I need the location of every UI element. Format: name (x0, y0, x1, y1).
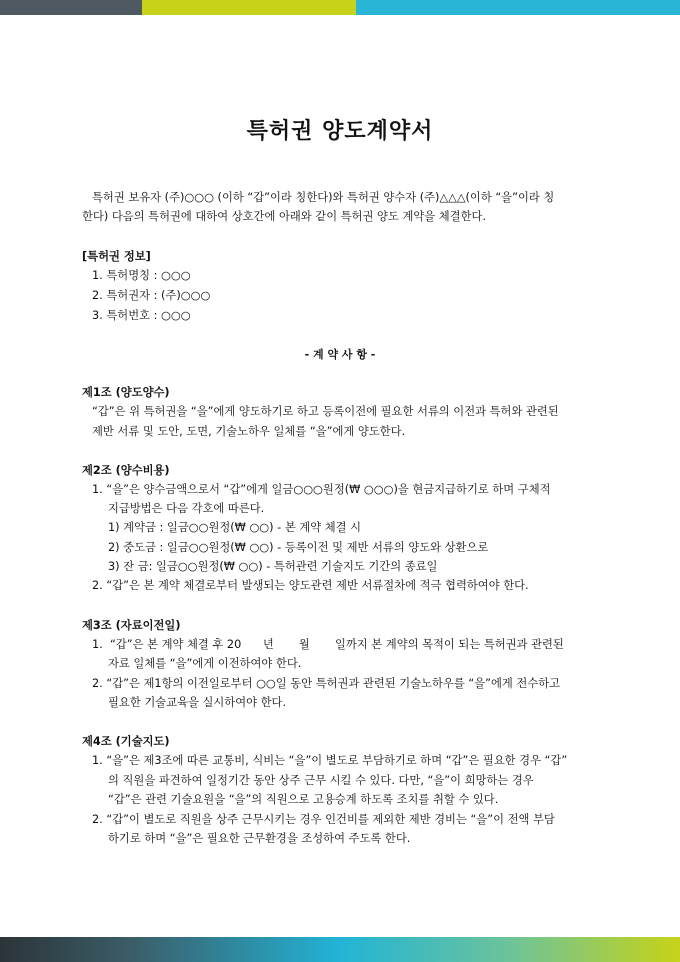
article-4-item-2-line-2: 하기로 하며 “을”은 필요한 근무환경을 조성하여 주도록 한다. (108, 832, 411, 845)
article-4-item-2-line-1: 2. “갑”이 별도로 직원을 상주 근무시키는 경우 인건비를 제외한 제반 경비는 “을”이 전액 부담 (92, 813, 555, 826)
article-2-heading: 제2조 (양수비용) (82, 464, 170, 477)
article-1-heading: 제1조 (양도양수) (82, 386, 170, 399)
top-bar-gray-segment (0, 0, 142, 15)
article-3-item-1-line-1: 1. “갑”은 본 계약 체결 후 20 년 월 일까지 본 계약의 목적이 되는 특허권과 관련된 (92, 638, 564, 651)
article-4-heading: 제4조 (기술지도) (82, 735, 170, 748)
top-bar-lime-segment (142, 0, 356, 15)
article-3-item-2-line-2: 필요한 기술교육을 실시하여야 한다. (108, 696, 287, 709)
article-2-item-1-line-1: 1. “을”은 양수금액으로서 “갑”에게 일금○○○원정(₩ ○○○)을 현금지급하기로 하며 구체적 (92, 483, 551, 496)
article-1-line-1: “갑”은 위 특허권을 “을”에게 양도하기로 하고 등록이전에 필요한 서류의 이전과 특허와 관련된 (92, 405, 559, 418)
article-4-item-1-line-1: 1. “을”은 제3조에 따른 교통비, 식비는 “을”이 별도로 부담하기로 하며 “갑”은 필요한 경우 “갑” (92, 754, 568, 767)
article-3-item-2-line-1: 2. “갑”은 제1항의 이전일로부터 ○○일 동안 특허권과 관련된 기술노하우를 “을”에게 전수하고 (92, 677, 561, 690)
section-title: - 계 약 사 항 - (304, 348, 376, 361)
article-2-sub-item: 1) 계약금 : 일금○○원정(₩ ○○) - 본 계약 체결 시 (108, 521, 362, 534)
article-2-sub-item: 2) 중도금 : 일금○○원정(₩ ○○) - 등록이전 및 제반 서류의 양도와 상환으로 (108, 541, 489, 554)
info-item: 2. 특허권자 : (주)○○○ (92, 289, 211, 302)
article-3-heading: 제3조 (자료이전일) (82, 619, 181, 632)
top-color-bar (0, 0, 680, 15)
article-2-item-1-line-2: 지급방법은 다음 각호에 따른다. (108, 502, 265, 515)
intro-line-2: 한다) 다음의 특허권에 대하여 상호간에 아래와 같이 특허권 양도 계약을 체결한다. (82, 210, 487, 223)
article-4-item-1-line-3: “갑”은 관련 기술요원을 “을”의 직원으로 고용승계 하도록 조치를 취할 수 있다. (108, 793, 499, 806)
article-2-item-2: 2. “갑”은 본 계약 체결로부터 발생되는 양도관련 제반 서류절차에 적극 협력하여야 한다. (92, 579, 529, 592)
info-item: 3. 특허번호 : ○○○ (92, 309, 191, 322)
intro-line-1: 특허권 보유자 (주)○○○ (이하 “갑”이라 칭한다)와 특허권 양수자 (주)△△△(이하 “을”이라 칭 (92, 191, 555, 204)
article-1-line-2: 제반 서류 및 도안, 도면, 기술노하우 일체를 “을”에게 양도한다. (92, 425, 406, 438)
article-2-sub-item: 3) 잔 금: 일금○○원정(₩ ○○) - 특허관련 기술지도 기간의 종료일 (108, 560, 438, 573)
document-title: 특허권 양도계약서 (246, 119, 434, 144)
article-3-item-1-line-2: 자료 일체를 “을”에게 이전하여야 한다. (108, 657, 302, 670)
info-heading: [특허권 정보] (82, 250, 151, 263)
info-item: 1. 특허명칭 : ○○○ (92, 269, 191, 282)
top-bar-cyan-segment (356, 0, 680, 15)
article-4-item-1-line-2: 의 직원을 파견하여 일정기간 동안 상주 근무 시킬 수 있다. 다만, “을”이 희망하는 경우 (108, 774, 534, 787)
bottom-gradient-bar (0, 937, 680, 962)
